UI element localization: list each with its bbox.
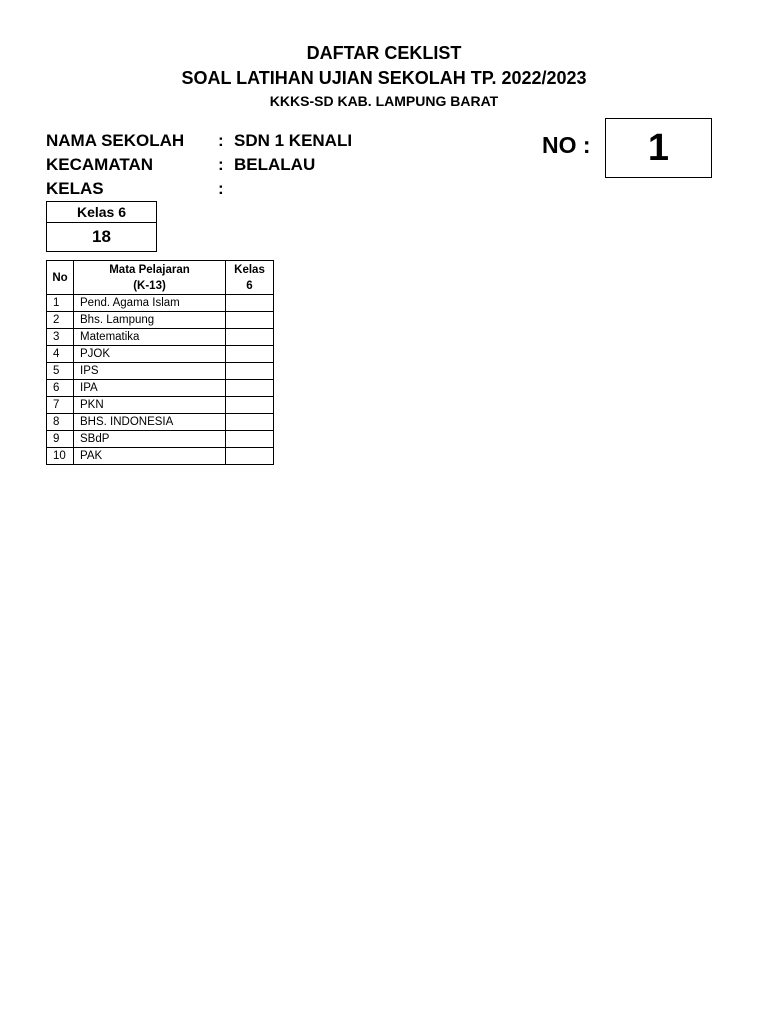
row-no: 5 (47, 363, 74, 380)
table-row (47, 380, 274, 397)
col-header-kelas (226, 261, 274, 295)
row-check-cell[interactable] (226, 380, 274, 397)
table-row (47, 312, 274, 329)
row-check-cell[interactable] (226, 295, 274, 312)
row-check-cell[interactable] (226, 329, 274, 346)
row-no: 8 (47, 414, 74, 431)
table-row (47, 397, 274, 414)
row-no: 4 (47, 346, 74, 363)
row-check-cell[interactable] (226, 363, 274, 380)
number-label: NO : (542, 132, 591, 158)
row-check-cell[interactable] (226, 448, 274, 465)
col-header-kelas-line1: Kelas (234, 263, 265, 276)
kelas-count-header: Kelas 6 (47, 202, 156, 223)
row-no: 7 (47, 397, 74, 414)
row-mapel: IPA (74, 380, 226, 397)
table-header-row (47, 261, 274, 295)
row-no: 10 (47, 448, 74, 465)
col-header-mapel (74, 261, 226, 295)
row-mapel: PAK (74, 448, 226, 465)
row-check-cell[interactable] (226, 414, 274, 431)
row-check-cell[interactable] (226, 431, 274, 448)
row-mapel: PJOK (74, 346, 226, 363)
sekolah-label: NAMA SEKOLAH (46, 131, 185, 150)
table-row (47, 295, 274, 312)
table-row (47, 414, 274, 431)
col-header-mapel-line1: Mata Pelajaran (109, 263, 190, 276)
document-subtitle: SOAL LATIHAN UJIAN SEKOLAH TP. 2022/2023 (181, 68, 587, 88)
col-header-mapel-line2: (K-13) (133, 279, 166, 292)
sekolah-separator: : (218, 131, 224, 150)
row-no: 6 (47, 380, 74, 397)
kelas-count-box (46, 201, 157, 252)
table-row (47, 448, 274, 465)
kelas-count-value: 18 (92, 227, 111, 246)
row-mapel: PKN (74, 397, 226, 414)
table-row (47, 329, 274, 346)
row-mapel: SBdP (74, 431, 226, 448)
sekolah-value: SDN 1 KENALI (234, 131, 353, 150)
kecamatan-value: BELALAU (234, 155, 316, 174)
document-organization: KKKS-SD KAB. LAMPUNG BARAT (269, 93, 499, 109)
subject-checklist-table (46, 260, 274, 465)
table-row (47, 363, 274, 380)
row-check-cell[interactable] (226, 397, 274, 414)
row-mapel: BHS. INDONESIA (74, 414, 226, 431)
row-mapel: Bhs. Lampung (74, 312, 226, 329)
document-title: DAFTAR CEKLIST (306, 43, 462, 63)
kecamatan-label: KECAMATAN (46, 155, 154, 174)
table-row (47, 431, 274, 448)
kecamatan-separator: : (218, 155, 224, 174)
row-check-cell[interactable] (226, 312, 274, 329)
col-header-kelas-line2: 6 (246, 279, 253, 292)
kelas-label: KELAS (46, 179, 104, 198)
row-mapel: IPS (74, 363, 226, 380)
row-mapel: Matematika (74, 329, 226, 346)
col-header-no: No (47, 261, 74, 295)
table-row (47, 346, 274, 363)
number-box: 1 (605, 118, 712, 178)
kelas-separator: : (218, 179, 224, 198)
row-no: 3 (47, 329, 74, 346)
row-mapel: Pend. Agama Islam (74, 295, 226, 312)
row-check-cell[interactable] (226, 346, 274, 363)
row-no: 1 (47, 295, 74, 312)
row-no: 2 (47, 312, 74, 329)
row-no: 9 (47, 431, 74, 448)
